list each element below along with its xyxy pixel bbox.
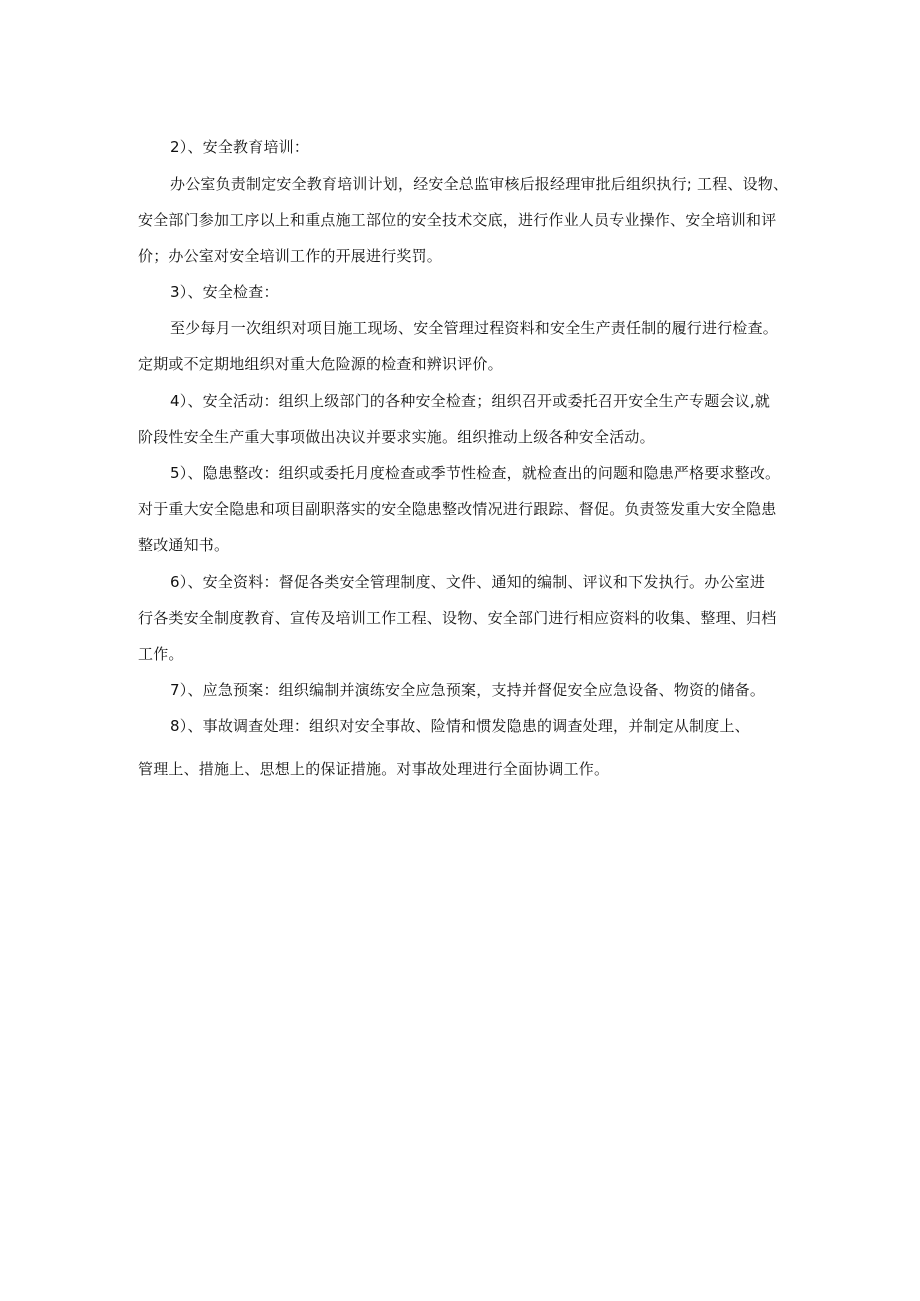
section-2-line-1: 办公室负责制定安全教育培训计划，经安全总监审核后报经理审批后组织执行; 工程、设物、 [170,175,789,193]
section-2-line-3: 价；办公室对安全培训工作的开展进行奖罚。 [138,247,443,265]
section-3-line-2: 定期或不定期地组织对重大危险源的检查和辨识评价。 [138,355,503,373]
section-3-heading: 3）、安全检查： [170,283,279,301]
section-6-line-3: 工作。 [138,645,184,663]
section-6-line-2: 行各类安全制度教育、宣传及培训工作工程、设物、安全部门进行相应资料的收集、整理、归档 [138,609,777,627]
section-8-line-1: 8）、事故调查处理：组织对安全事故、险情和惯发隐患的调查处理，并制定从制度上、 [170,717,750,735]
section-2-line-2: 安全部门参加工序以上和重点施工部位的安全技术交底，进行作业人员专业操作、安全培训和评 [138,211,777,229]
section-7-line-1: 7）、应急预案：组织编制并演练安全应急预案，支持并督促安全应急设备、物资的储备。 [170,681,766,699]
section-4-line-1: 4）、安全活动：组织上级部门的各种安全检查；组织召开或委托召开安全生产专题会议,就 [170,392,771,410]
section-5-line-3: 整改通知书。 [138,536,230,554]
section-4-line-2: 阶段性安全生产重大事项做出决议并要求实施。组织推动上级各种安全活动。 [138,428,655,446]
section-2-heading: 2）、安全教育培训： [170,138,310,156]
section-3-line-1: 至少每月一次组织对项目施工现场、安全管理过程资料和安全生产责任制的履行进行检查。 [170,319,779,337]
section-8-line-2: 管理上、措施上、思想上的保证措施。对事故处理进行全面协调工作。 [138,760,610,778]
section-5-line-1: 5）、隐患整改：组织或委托月度检查或季节性检查，就检查出的问题和隐患严格要求整改。 [170,464,781,482]
section-6-line-1: 6）、安全资料：督促各类安全管理制度、文件、通知的编制、评议和下发执行。办公室进 [170,573,766,591]
section-5-line-2: 对于重大安全隐患和项目副职落实的安全隐患整改情况进行跟踪、督促。负责签发重大安全隐患 [138,500,777,518]
